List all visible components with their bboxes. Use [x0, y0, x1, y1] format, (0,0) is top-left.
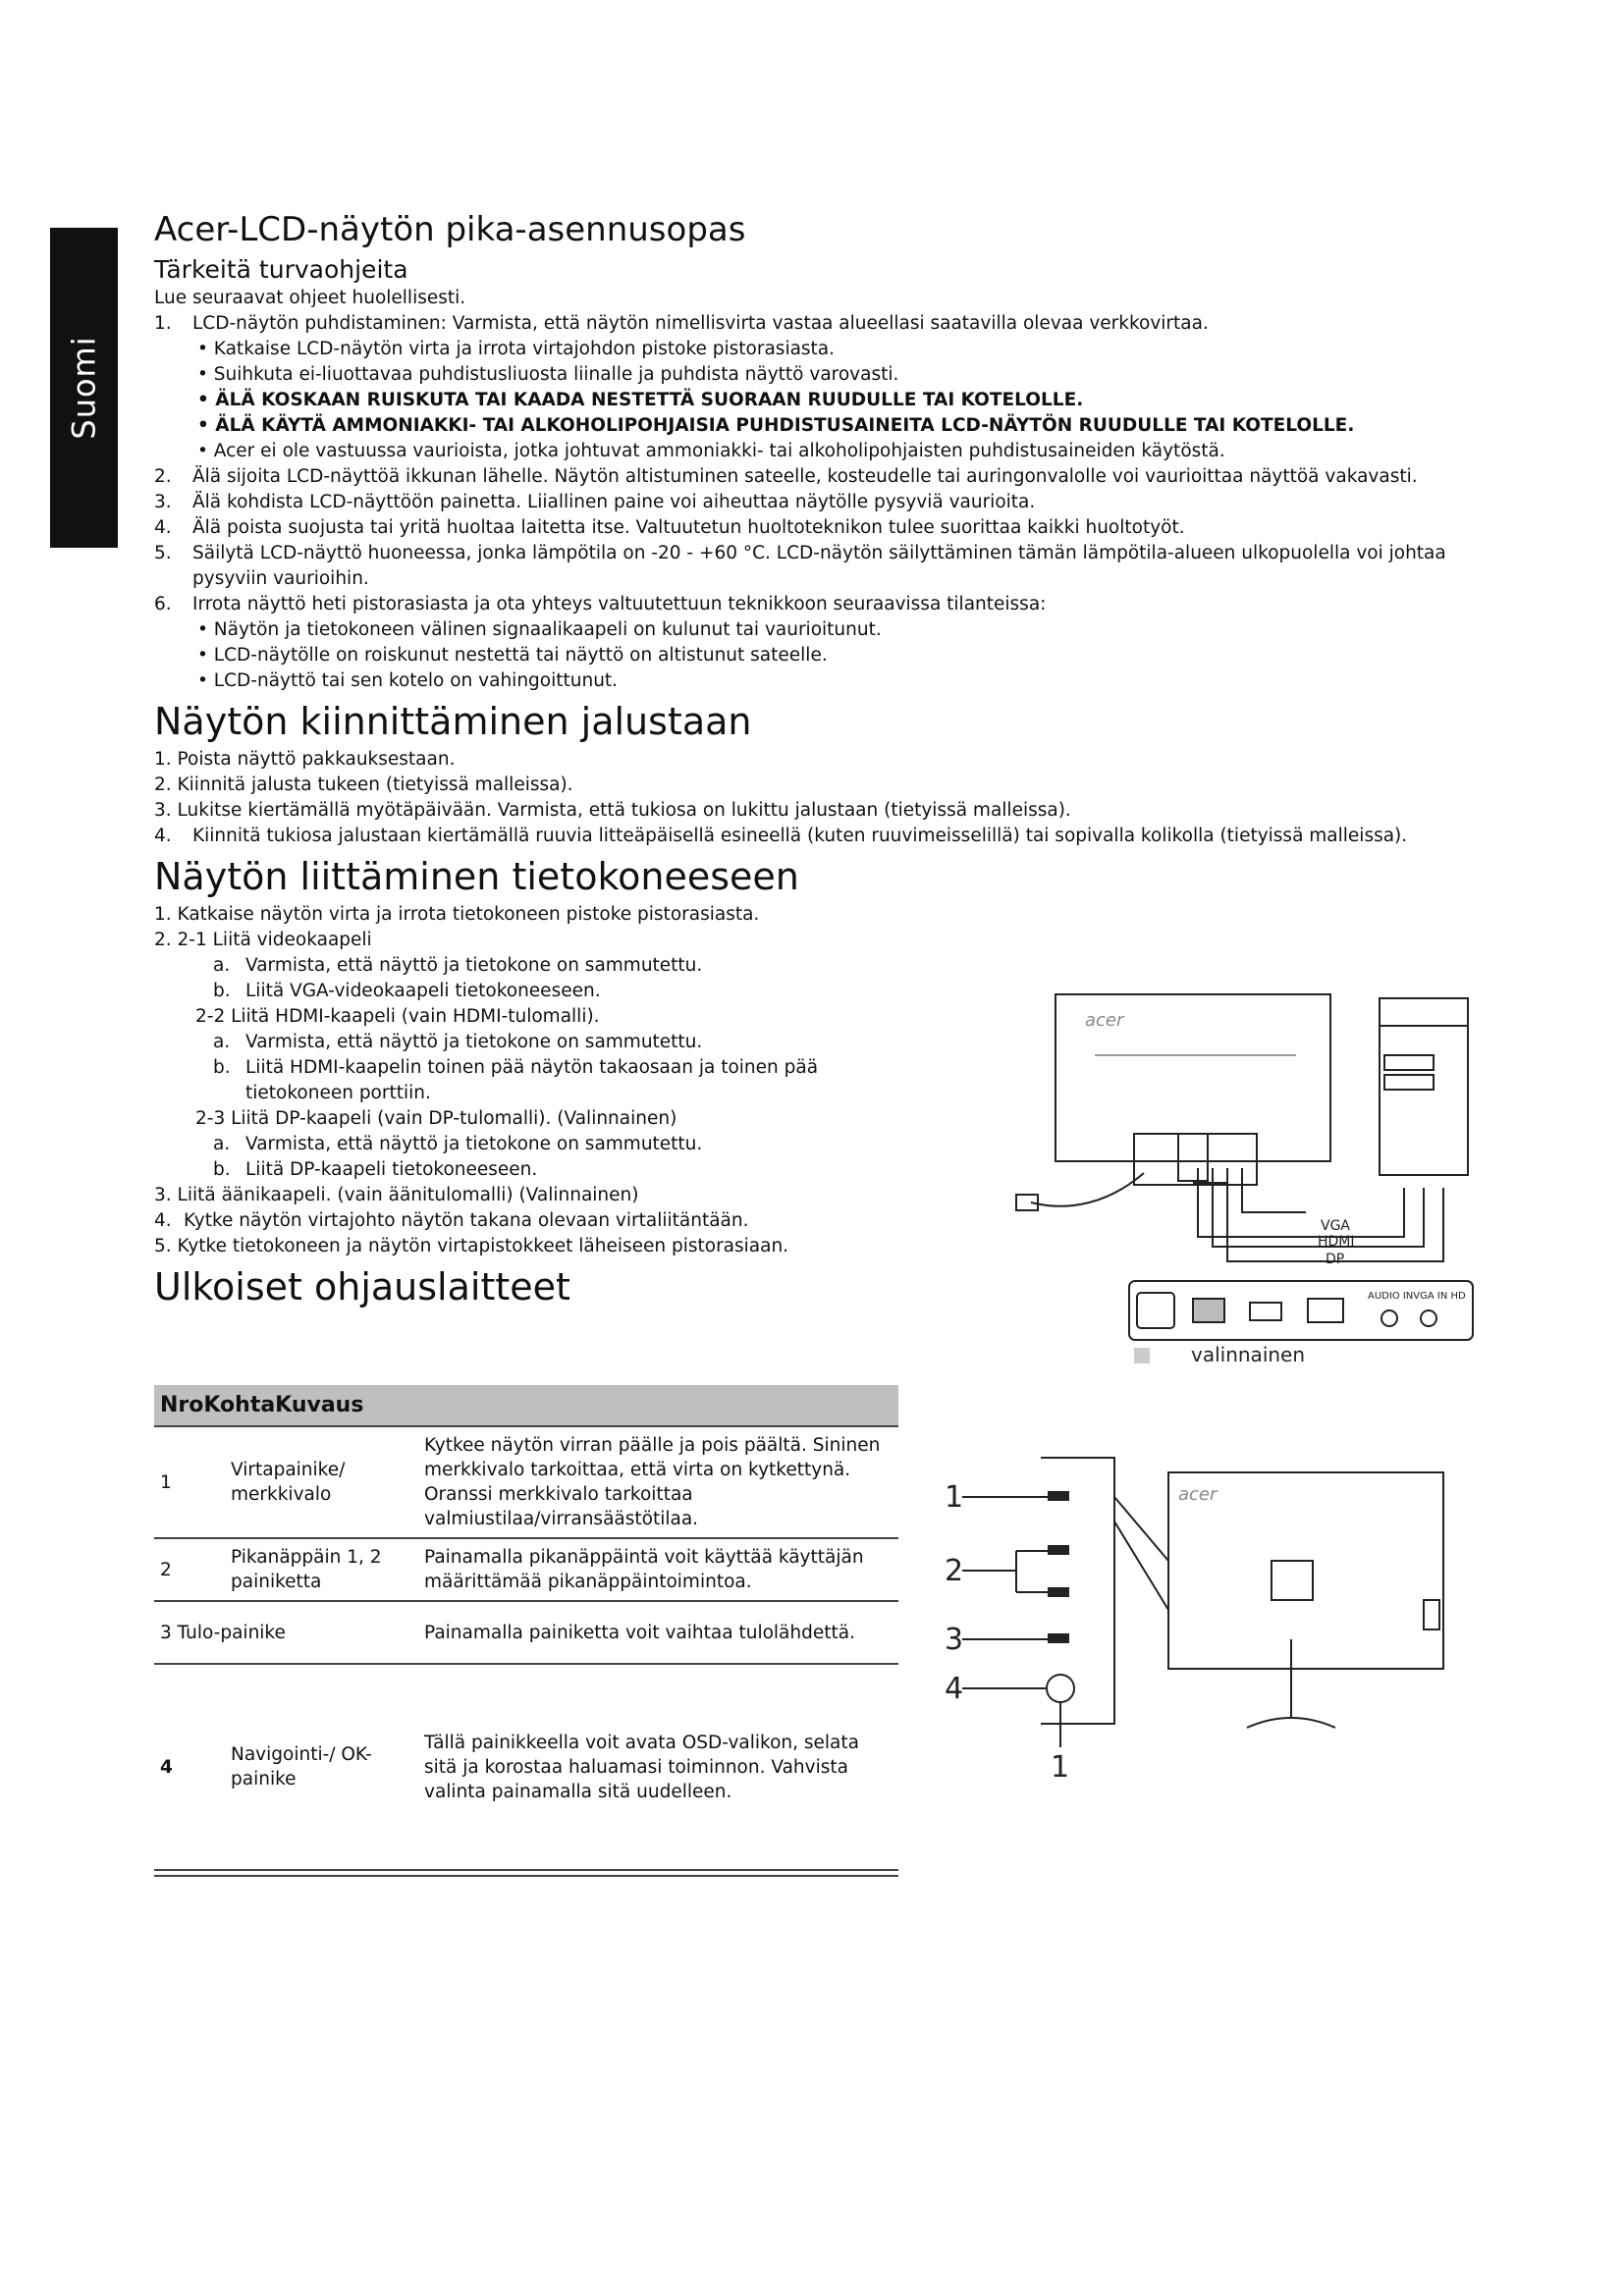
- dp-label: DP: [1326, 1252, 1345, 1267]
- stand-step: 1. Poista näyttö pakkauksestaan.: [154, 749, 456, 770]
- optional-legend: valinnainen: [1191, 1343, 1306, 1366]
- callout-power: 1: [1051, 1750, 1070, 1785]
- cell-kuvaus: Painamalla painiketta voit vaihtaa tulolähdettä.: [418, 1601, 898, 1664]
- cell-kuvaus: Tällä painikkeella voit avata OSD-valikon, selata sitä ja korostaa haluamasi toiminnon. Vahvista valinta painamalla sitä uudelleen.: [418, 1664, 898, 1870]
- safety-item: 1. LCD-näytön puhdistaminen: Varmista, että näytön nimellisvirta vastaa alueellasi saatavilla olevaa verkkovirtaa.: [154, 313, 1209, 334]
- connect-substep: a. Varmista, että näyttö ja tietokone on sammutettu.: [213, 955, 703, 976]
- callout-3: 3: [945, 1623, 964, 1657]
- safety-bullet: • ÄLÄ KOSKAAN RUISKUTA TAI KAADA NESTETTÄ SUORAAN RUUDULLE TAI KOTELOLLE.: [197, 390, 1084, 410]
- page-title: Acer-LCD-näytön pika-asennusopas: [154, 210, 746, 249]
- connect-step: 3. Liitä äänikaapeli. (vain äänitulomalli) (Valinnainen): [154, 1185, 639, 1205]
- language-tab: [50, 228, 118, 548]
- cell-kuvaus: Kytkee näytön virran päälle ja pois päältä. Sininen merkkivalo tarkoittaa, että virta on kytkettynä. Oranssi merkkivalo tarkoittaa valmiustilaa/virransäästötilaa.: [418, 1426, 898, 1538]
- safety-item: 3. Älä kohdista LCD-näyttöön painetta. Liiallinen paine voi aiheuttaa näytölle pysyviä vaurioita.: [154, 492, 1036, 512]
- stand-step: 2. Kiinnitä jalusta tukeen (tietyissä malleissa).: [154, 774, 573, 795]
- vga-label: VGA: [1321, 1218, 1351, 1234]
- connect-step: 2. 2-1 Liitä videokaapeli: [154, 930, 372, 950]
- connect-steps: [154, 902, 900, 1259]
- cell-kuvaus: Painamalla pikanäppäintä voit käyttää käyttäjän määrittämää pikanäppäintoimintoa.: [418, 1538, 898, 1601]
- hdmi-label: HDMI: [1318, 1234, 1355, 1250]
- safety-bullet: • Katkaise LCD-näytön virta ja irrota virtajohdon pistoke pistorasiasta.: [197, 339, 836, 359]
- pc-tower: [1380, 998, 1468, 1175]
- acer-logo-small: acer: [1178, 1484, 1218, 1505]
- cell-nro: 3 Tulo-painike: [154, 1601, 418, 1664]
- connect-step: 4. Kytke näytön virtajohto näytön takana olevaan virtaliitäntään.: [154, 1210, 749, 1231]
- safety-bullet: • Suihkuta ei-liuottavaa puhdistusliuosta liinalle ja puhdista näyttö varovasti.: [197, 364, 899, 385]
- safety-bullet: • LCD-näytölle on roiskunut nestettä tai näyttö on altistunut sateelle.: [197, 645, 828, 666]
- controls-heading: Ulkoiset ohjauslaitteet: [154, 1265, 570, 1308]
- table-row: [154, 1664, 898, 1870]
- optional-legend-icon: [1134, 1348, 1150, 1363]
- safety-item: 2. Älä sijoita LCD-näyttöä ikkunan lähelle. Näytön altistuminen sateelle, kosteudelle tai auringonvalolle voi vaurioittaa näyttöä vakavasti.: [154, 466, 1418, 487]
- safety-bullet: • ÄLÄ KÄYTÄ AMMONIAKKI- TAI ALKOHOLIPOHJAISIA PUHDISTUSAINEITA LCD-NÄYTÖN RUUDULLE TAI KOTELOLLE.: [197, 415, 1355, 436]
- language-label: Suomi: [65, 336, 103, 440]
- table-header: NroKohtaKuvaus: [154, 1385, 898, 1426]
- acer-logo: acer: [1085, 1010, 1124, 1031]
- safety-intro: Lue seuraavat ohjeet huolellisesti.: [154, 288, 466, 308]
- connect-substep: b. Liitä DP-kaapeli tietokoneeseen.: [213, 1159, 538, 1180]
- ports-label: AUDIO INVGA IN HD: [1368, 1291, 1466, 1302]
- safety-bullet: • Näytön ja tietokoneen välinen signaalikaapeli on kulunut tai vaurioitunut.: [197, 619, 882, 640]
- safety-item: 4. Älä poista suojusta tai yritä huoltaa laitetta itse. Valtuutetun huoltoteknikon tulee suorittaa kaikki huoltotyöt.: [154, 517, 1185, 538]
- cell-kohta: Virtapainike/ merkkivalo: [225, 1426, 418, 1538]
- cell-kohta: Pikanäppäin 1, 2 painiketta: [225, 1538, 418, 1601]
- connect-substep: b. Liitä HDMI-kaapelin toinen pää näytön takaosaan ja toinen pää tietokoneen porttiin.: [213, 1057, 819, 1103]
- connect-step: 2-3 Liitä DP-kaapeli (vain DP-tulomalli). (Valinnainen): [195, 1108, 677, 1129]
- side-panel: [962, 1458, 1168, 1747]
- callout-1: 1: [945, 1480, 964, 1515]
- controls-diagram: [933, 1453, 1483, 1806]
- cell-nro: 1: [154, 1426, 225, 1538]
- table-end-rule: [154, 1875, 898, 1877]
- controls-table: [154, 1385, 898, 1871]
- table-row: [154, 1601, 898, 1664]
- safety-bullet: • LCD-näyttö tai sen kotelo on vahingoittunut.: [197, 670, 619, 691]
- stand-step: 3. Lukitse kiertämällä myötäpäivään. Varmista, että tukiosa on lukittu jalustaan (tietyissä malleissa).: [154, 800, 1071, 821]
- monitor-back-small: [1168, 1472, 1443, 1728]
- connect-substep: a. Varmista, että näyttö ja tietokone on sammutettu.: [213, 1032, 703, 1052]
- safety-bullet: • Acer ei ole vastuussa vaurioista, jotka johtuvat ammoniakki- tai alkoholipohjaisten puhdistusaineiden käytöstä.: [197, 441, 1225, 461]
- safety-heading: Tärkeitä turvaohjeita: [154, 255, 408, 284]
- connect-step: 1. Katkaise näytön virta ja irrota tietokoneen pistoke pistorasiasta.: [154, 904, 760, 925]
- table-row: [154, 1426, 898, 1538]
- connect-step: 5. Kytke tietokoneen ja näytön virtapistokkeet läheiseen pistorasiaan.: [154, 1236, 789, 1256]
- safety-item: 5. Säilytä LCD-näyttö huoneessa, jonka lämpötila on -20 - +60 °C. LCD-näytön säilyttäminen tämän lämpötila-alueen ulkopuolella voi johtaa pysyviin vaurioihin.: [154, 543, 1446, 589]
- port-panel: [1129, 1281, 1473, 1340]
- connect-step: 2-2 Liitä HDMI-kaapeli (vain HDMI-tulomalli).: [195, 1006, 600, 1027]
- cell-nro: 4: [154, 1664, 225, 1870]
- connect-substep: b. Liitä VGA-videokaapeli tietokoneeseen.: [213, 981, 601, 1001]
- stand-step: 4. Kiinnitä tukiosa jalustaan kiertämällä ruuvia litteäpäisellä esineellä (kuten ruuvimeisselillä) tai sopivalla kolikolla (tietyissä malleissa).: [154, 826, 1408, 846]
- cell-kohta: Navigointi-/ OK-painike: [225, 1664, 418, 1870]
- cables: [1031, 1168, 1443, 1261]
- connection-diagram: [1011, 987, 1483, 1379]
- callout-4: 4: [945, 1672, 964, 1706]
- table-header-row: [154, 1385, 898, 1426]
- table-row: [154, 1538, 898, 1601]
- safety-item: 6. Irrota näyttö heti pistorasiasta ja ota yhteys valtuutettuun teknikkoon seuraavissa tilanteissa:: [154, 594, 1047, 614]
- connect-substep: a. Varmista, että näyttö ja tietokone on sammutettu.: [213, 1134, 703, 1154]
- cell-nro: 2: [154, 1538, 225, 1601]
- connect-heading: Näytön liittäminen tietokoneeseen: [154, 855, 799, 898]
- stand-heading: Näytön kiinnittäminen jalustaan: [154, 700, 752, 743]
- callout-2: 2: [945, 1554, 964, 1588]
